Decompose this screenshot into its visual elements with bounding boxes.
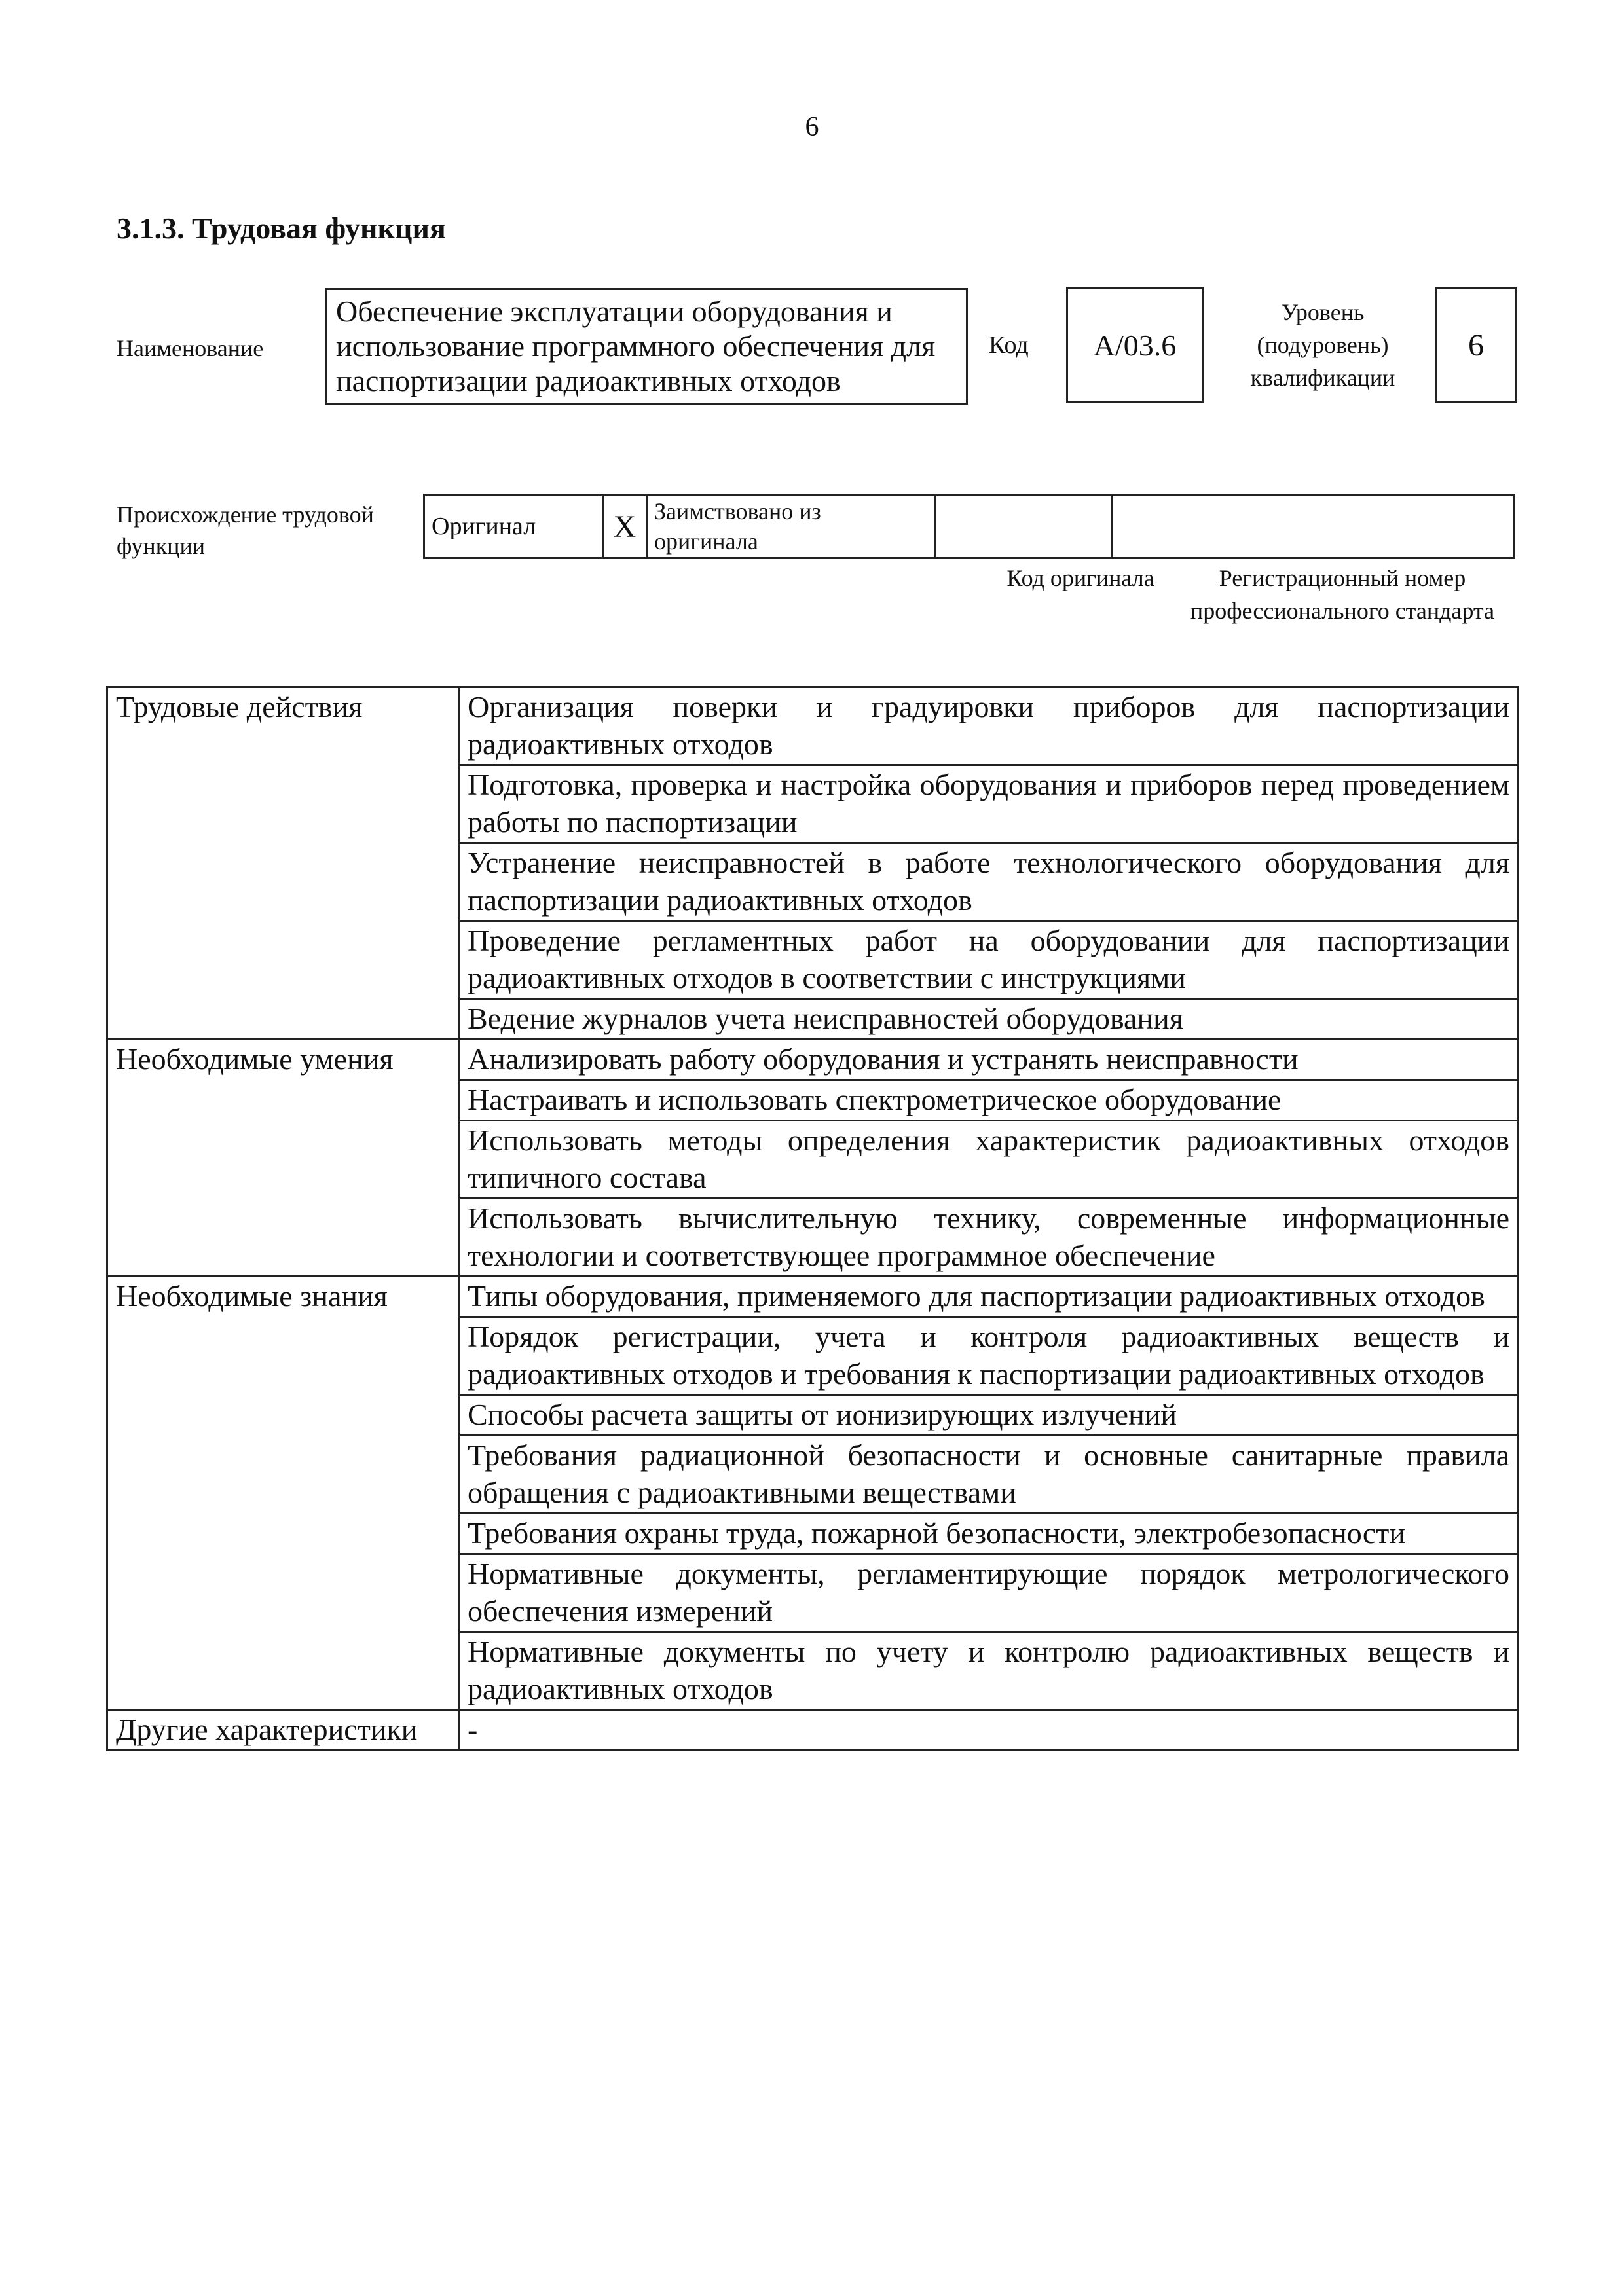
origin-label: Происхождение трудовой функции [117,501,374,559]
table-row [107,687,1519,765]
list-item: Проведение регламентных работ на оборудовании для паспортизации радиоактивных отходов в соответствии с инструкциями [459,921,1519,999]
list-item: Использовать методы определения характеристик радиоактивных отходов типичного состава [459,1121,1519,1199]
original-label: Оригинал [424,495,603,558]
origin-table [423,494,1515,559]
list-item: Подготовка, проверка и настройка оборудования и приборов перед проведением работы по паспортизации [459,765,1519,843]
list-item: Устранение неисправностей в работе технологического оборудования для паспортизации радиоактивных отходов [459,843,1519,921]
list-item: Анализировать работу оборудования и устранять неисправности [459,1040,1519,1080]
function-name-box: Обеспечение эксплуатации оборудования и использование программного обеспечения для паспортизации радиоактивных отходов [325,288,968,405]
borrowed-label: Заимствовано из оригинала [647,495,936,558]
code-label: Код [989,331,1029,359]
table-row [107,1040,1519,1080]
original-mark: X [603,495,647,558]
code-box: A/03.6 [1066,287,1204,403]
category-label: Другие характеристики [107,1710,459,1751]
category-label: Трудовые действия [107,687,459,1040]
section-title: 3.1.3. Трудовая функция [117,211,446,245]
list-item: Типы оборудования, применяемого для паспортизации радиоактивных отходов [459,1277,1519,1317]
list-item: Нормативные документы, регламентирующие порядок метрологического обеспечения измерений [459,1554,1519,1632]
list-item: Порядок регистрации, учета и контроля радиоактивных веществ и радиоактивных отходов и требования к паспортизации радиоактивных отходов [459,1317,1519,1395]
list-item: Ведение журналов учета неисправностей оборудования [459,999,1519,1040]
category-label: Необходимые умения [107,1040,459,1277]
original-code-caption: Код оригинала [1006,565,1154,591]
list-item: Требования охраны труда, пожарной безопасности, электробезопасности [459,1514,1519,1554]
registration-number-cell [1112,495,1515,558]
category-label: Необходимые знания [107,1277,459,1710]
table-row [107,1710,1519,1751]
original-code-cell [936,495,1112,558]
list-item: Нормативные документы по учету и контролю радиоактивных веществ и радиоактивных отходов [459,1632,1519,1710]
list-item: Использовать вычислительную технику, современные информационные технологии и соответствующее программное обеспечение [459,1199,1519,1277]
list-item: Настраивать и использовать спектрометрическое оборудование [459,1080,1519,1121]
level-box: 6 [1435,287,1517,403]
function-details-body [107,687,1519,1751]
function-details-table [106,686,1519,1751]
level-label: Уровень (подуровень) квалификации [1250,299,1395,391]
page-number: 6 [805,112,819,142]
list-item: Способы расчета защиты от ионизирующих излучений [459,1395,1519,1436]
list-item: - [459,1710,1519,1751]
name-label: Наименование [117,335,264,361]
list-item: Требования радиационной безопасности и основные санитарные правила обращения с радиоактивными веществами [459,1436,1519,1514]
table-row [107,1277,1519,1317]
list-item: Организация поверки и градуировки приборов для паспортизации радиоактивных отходов [459,687,1519,765]
registration-number-caption: Регистрационный номер профессионального стандарта [1190,565,1495,624]
